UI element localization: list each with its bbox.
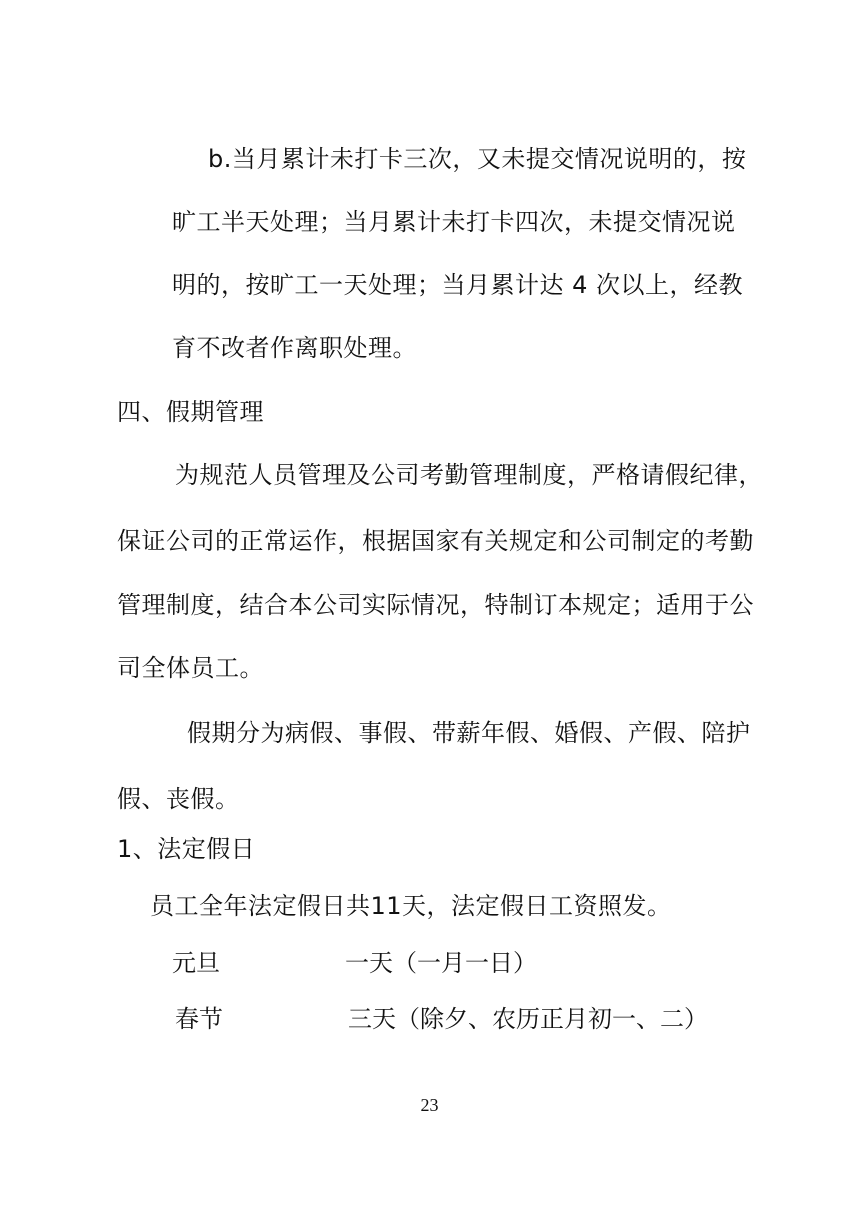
attendance-clause-line: 育不改者作离职处理。 xyxy=(172,334,417,362)
attendance-clause-line: 明的，按旷工一天处理；当月累计达 4 次以上，经教 xyxy=(172,271,744,299)
holiday-name: 元旦 xyxy=(172,949,220,977)
statutory-holiday-note: 员工全年法定假日共11天，法定假日工资照发。 xyxy=(150,892,672,920)
holiday-days: 三天（除夕、农历正月初一、二） xyxy=(348,1005,708,1033)
attendance-clause-line: b.当月累计未打卡三次，又未提交情况说明的，按 xyxy=(208,145,747,173)
intro-paragraph-line: 司全体员工。 xyxy=(117,654,264,682)
leave-types-line: 假、丧假。 xyxy=(117,785,240,813)
attendance-clause-line: 旷工半天处理；当月累计未打卡四次，未提交情况说 xyxy=(172,208,736,236)
intro-paragraph-line: 为规范人员管理及公司考勤管理制度，严格请假纪律， xyxy=(175,461,763,489)
intro-paragraph-line: 管理制度，结合本公司实际情况，特制订本规定；适用于公 xyxy=(117,591,754,619)
subsection-heading: 1、法定假日 xyxy=(117,835,256,863)
holiday-name: 春节 xyxy=(175,1005,223,1033)
section-heading: 四、假期管理 xyxy=(117,398,264,426)
intro-paragraph-line: 保证公司的正常运作，根据国家有关规定和公司制定的考勤 xyxy=(117,527,754,555)
page-number: 23 xyxy=(420,1095,439,1115)
holiday-days: 一天（一月一日） xyxy=(345,949,537,977)
leave-types-line: 假期分为病假、事假、带薪年假、婚假、产假、陪护 xyxy=(187,719,751,747)
